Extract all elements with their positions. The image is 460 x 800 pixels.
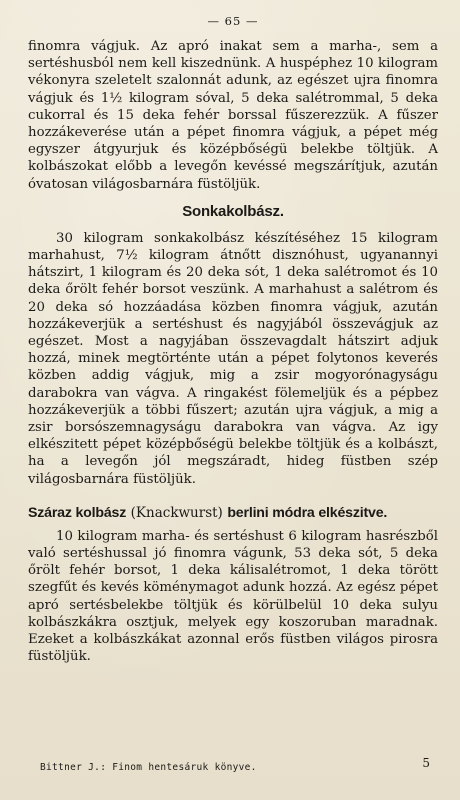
page-number: — 65 —	[207, 14, 259, 28]
section-heading-szaraz-kolbasz	[28, 504, 438, 522]
section-heading-sonkakolbasz: Sonkakolbász.	[182, 202, 284, 220]
intro-paragraph: finomra vágjuk. Az apró inakat sem a marha-, sem a sertéshusból nem kell kiszednünk. A huspéphez 10 kilogram vékonyra szeletelt szalonnát adunk, az egészet ujra finomra vágjuk és 1½ kilogram sóval, 5 deka salétrommal, 5 deka cukorral és 15 deka fehér borssal fűszerezzük. A fűszer hozzákeverése után a pépet finomra vágjuk, a pépet még egyszer átgyurjuk és középbőségü belekbe töltjük. A kolbászokat előbb a levegőn kevéssé megszárítjuk, azután óvatosan világosbarnára füstöljük.	[28, 39, 438, 192]
printer-signature: 5	[422, 756, 430, 770]
heading-part-knackwurst: (Knackwurst)	[130, 504, 223, 521]
footer-book-title: Bittner J.: Finom hentesáruk könyve.	[40, 762, 257, 773]
heading-part-title: Száraz kolbász	[28, 504, 127, 521]
sonkakolbasz-paragraph: 30 kilogram sonkakolbász készítéséhez 15 kilogram marhahust, 7½ kilogram átnőtt disznóhust, ugyanannyi hátszirt, 1 kilogram és 20 deka sót, 1 deka salétromot és 10 deka őrölt fehér borsot veszünk. A marhahust a salétrom és 20 deka só hozzáadása közben finomra vágjuk, azután hozzákeverjük a sertéshust és nagyjából összevágjuk az egészet. Most a nagyjában összevagdalt hátszirt adjuk hozzá, minek megtörténte után a pépet folytonos keverés közben addig vágjuk, mig a zsir mogyorónagyságu darabokra van vágva. A ringakést fölemeljük és a pépbez hozzákeverjük a többi fűszert; azután ujra vágjuk, a mig a zsir borsószemnagyságu darabokra van vágva. Az igy elkészitett pépet középbőségü belekbe töltjük és a kolbászt, ha a levegőn jól megszáradt, hideg füstben szép világosbarnára füstöljük.	[28, 230, 438, 487]
szaraz-kolbasz-paragraph: 10 kilogram marha- és sertéshust 6 kilogram hasrészből való sertéshussal jó finomra vágunk, 53 deka sót, 5 deka őrölt fehér borsot, 1 deka kálisalétromot, 1 deka törött szegfűt és kevés köménymagot adunk hozzá. Az egész pépet apró sertésbelekbe töltjük és körülbelül 10 deka sulyu kolbászkákra osztjuk, melyek egy koszoruban maradnak. Ezeket a kolbászkákat azonnal erős füstben világos pirosra füstöljük.	[28, 528, 438, 665]
heading-part-berlini: berlini módra elkészitve.	[227, 504, 388, 521]
